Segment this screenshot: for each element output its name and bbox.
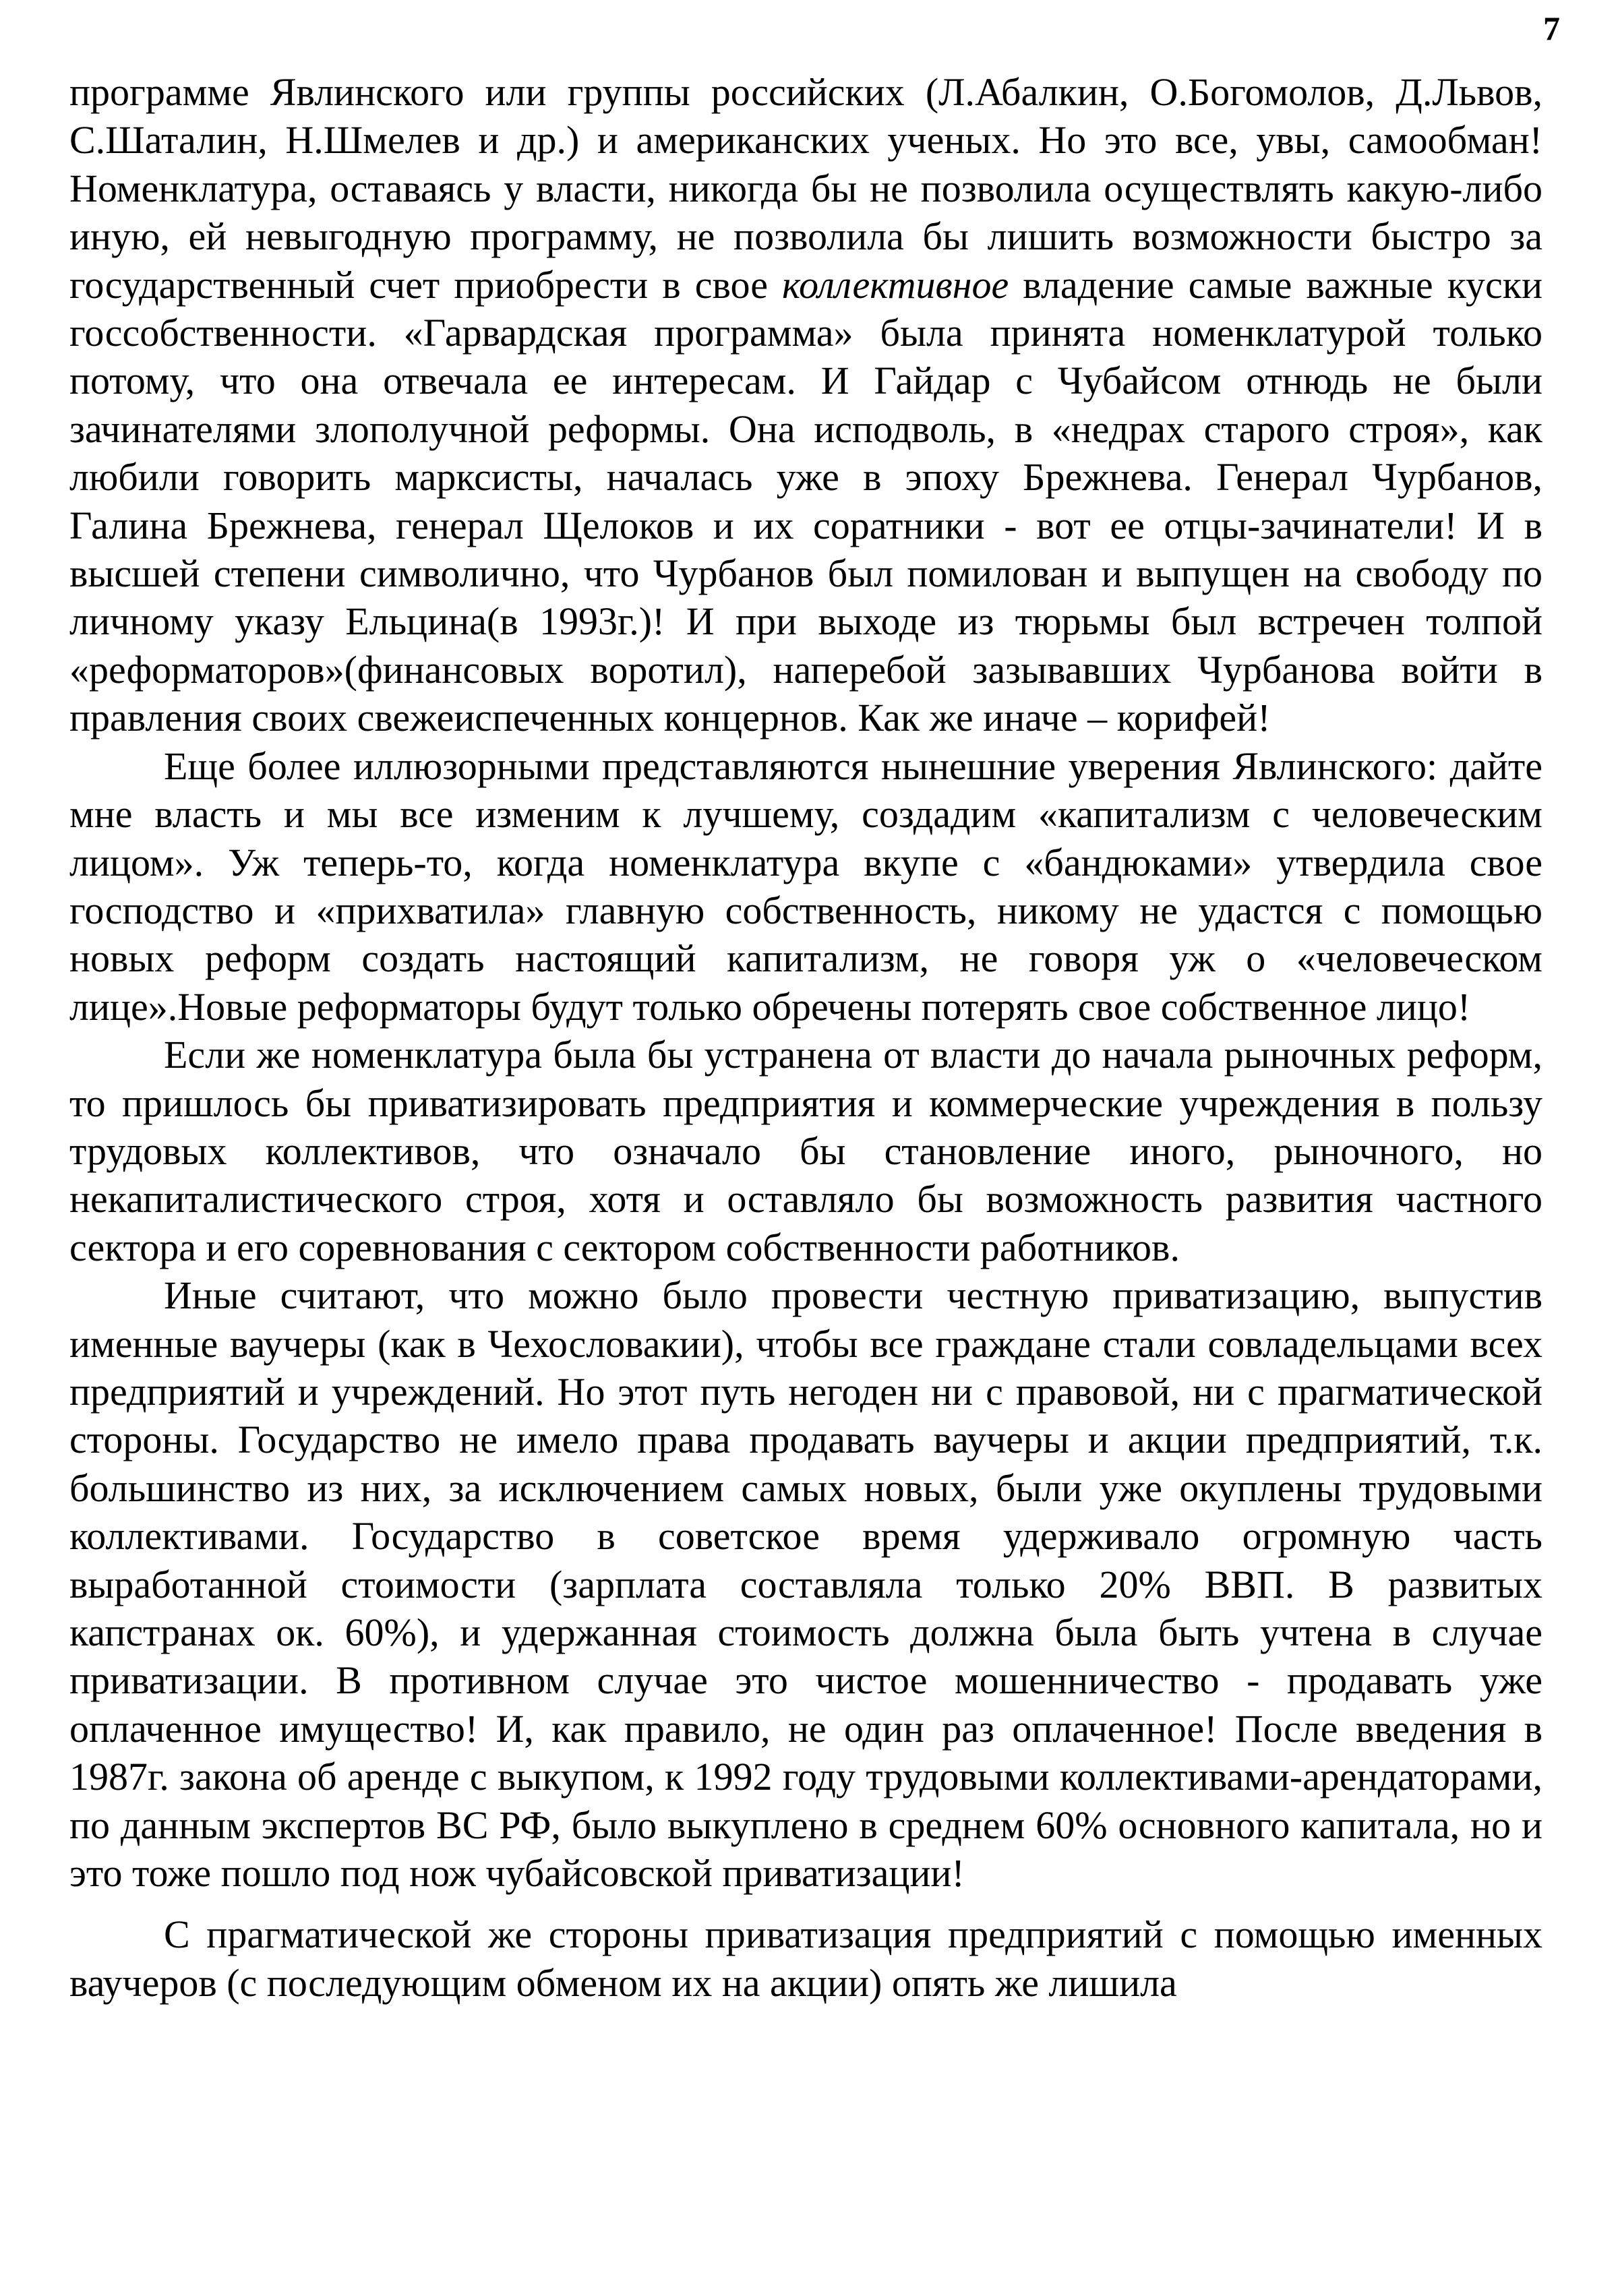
paragraph-5: С прагматической же стороны приватизация предприятий с помощью именных ваучеров (с последующим обменом их на акции) опять же лишила [69,1912,1542,2005]
page-number: 7 [1543,9,1560,47]
paragraph-1-emphasis: коллективное [782,262,1009,307]
paragraph-1 [69,68,1542,742]
paragraph-1-text: программе Явлинского или группы российских (Л.Абалкин, О.Богомолов, Д.Львов, С.Шаталин, Н.Шмелев и др.) и американских ученых. Но это все, увы, самообман! Номенклатура, оставаясь у власти, никогда бы не позволила осуществлять какую-либо иную, ей невыгодную программу, не позволила бы лишить возможности быстро за государственный счет приобрести в свое [69,70,1542,307]
body-text [69,68,1542,2007]
paragraph-2: Еще более иллюзорными представляются нынешние уверения Явлинского: дайте мне власть и мы все изменим к лучшему, создадим «капитализм с человеческим лицом». Уж теперь-то, когда номенклатура вкупе с «бандюками» утвердила свое господство и «прихватила» главную собственность, никому не удастся с помощью новых реформ создать настоящий капитализм, не говоря уж о «человеческом лице».Новые реформаторы будут только обречены потерять свое собственное лицо! [69,744,1542,1029]
paragraph-3: Если же номенклатура была бы устранена от власти до начала рыночных реформ, то пришлось бы приватизировать предприятия и коммерческие учреждения в пользу трудовых коллективов, что означало бы становление иного, рыночного, но некапиталистического строя, хотя и оставляло бы возможность развития частного сектора и его соревнования с сектором собственности работников. [69,1033,1542,1269]
paragraph-4: Иные считают, что можно было провести честную приватизацию, выпустив именные ваучеры (как в Чехословакии), чтобы все граждане стали совладельцами всех предприятий и учреждений. Но этот путь негоден ни с правовой, ни с прагматической стороны. Государство не имело права продавать ваучеры и акции предприятий, т.к. большинство из них, за исключением самых новых, были уже окуплены трудовыми коллективами. Государство в советское время удерживало огромную часть выработанной стоимости (зарплата составляла только 20% ВВП. В развитых капстранах ок. 60%), и удержанная стоимость должна была быть учтена в случае приватизации. В противном случае это чистое мошенничество - продавать уже оплаченное имущество! И, как правило, не один раз оплаченное! После введения в 1987г. закона об аренде с выкупом, к 1992 году трудовыми коллективами-арендаторами, по данным экспертов ВС РФ, было выкуплено в среднем 60% основного капитала, но и это тоже пошло под нож чубайсовской приватизации! [69,1273,1542,1896]
paragraph-1-text-after: владение самые важные куски госсобственности. «Гарвардская программа» была принята номенклатурой только потому, что она отвечала ее интересам. И Гайдар с Чубайсом отнюдь не были зачинателями злополучной реформы. Она исподволь, в «недрах старого строя», как любили говорить марксисты, началась уже в эпоху Брежнева. Генерал Чурбанов, Галина Брежнева, генерал Щелоков и их соратники - вот ее отцы-зачинатели! И в высшей степени символично, что Чурбанов был помилован и выпущен на свободу по личному указу Ельцина(в 1993г.)! И при выходе из тюрьмы был встречен толпой «реформаторов»(финансовых воротил), наперебой зазывавших Чурбанова войти в правления своих свежеиспеченных концернов. Как же иначе – корифей! [69,262,1543,740]
